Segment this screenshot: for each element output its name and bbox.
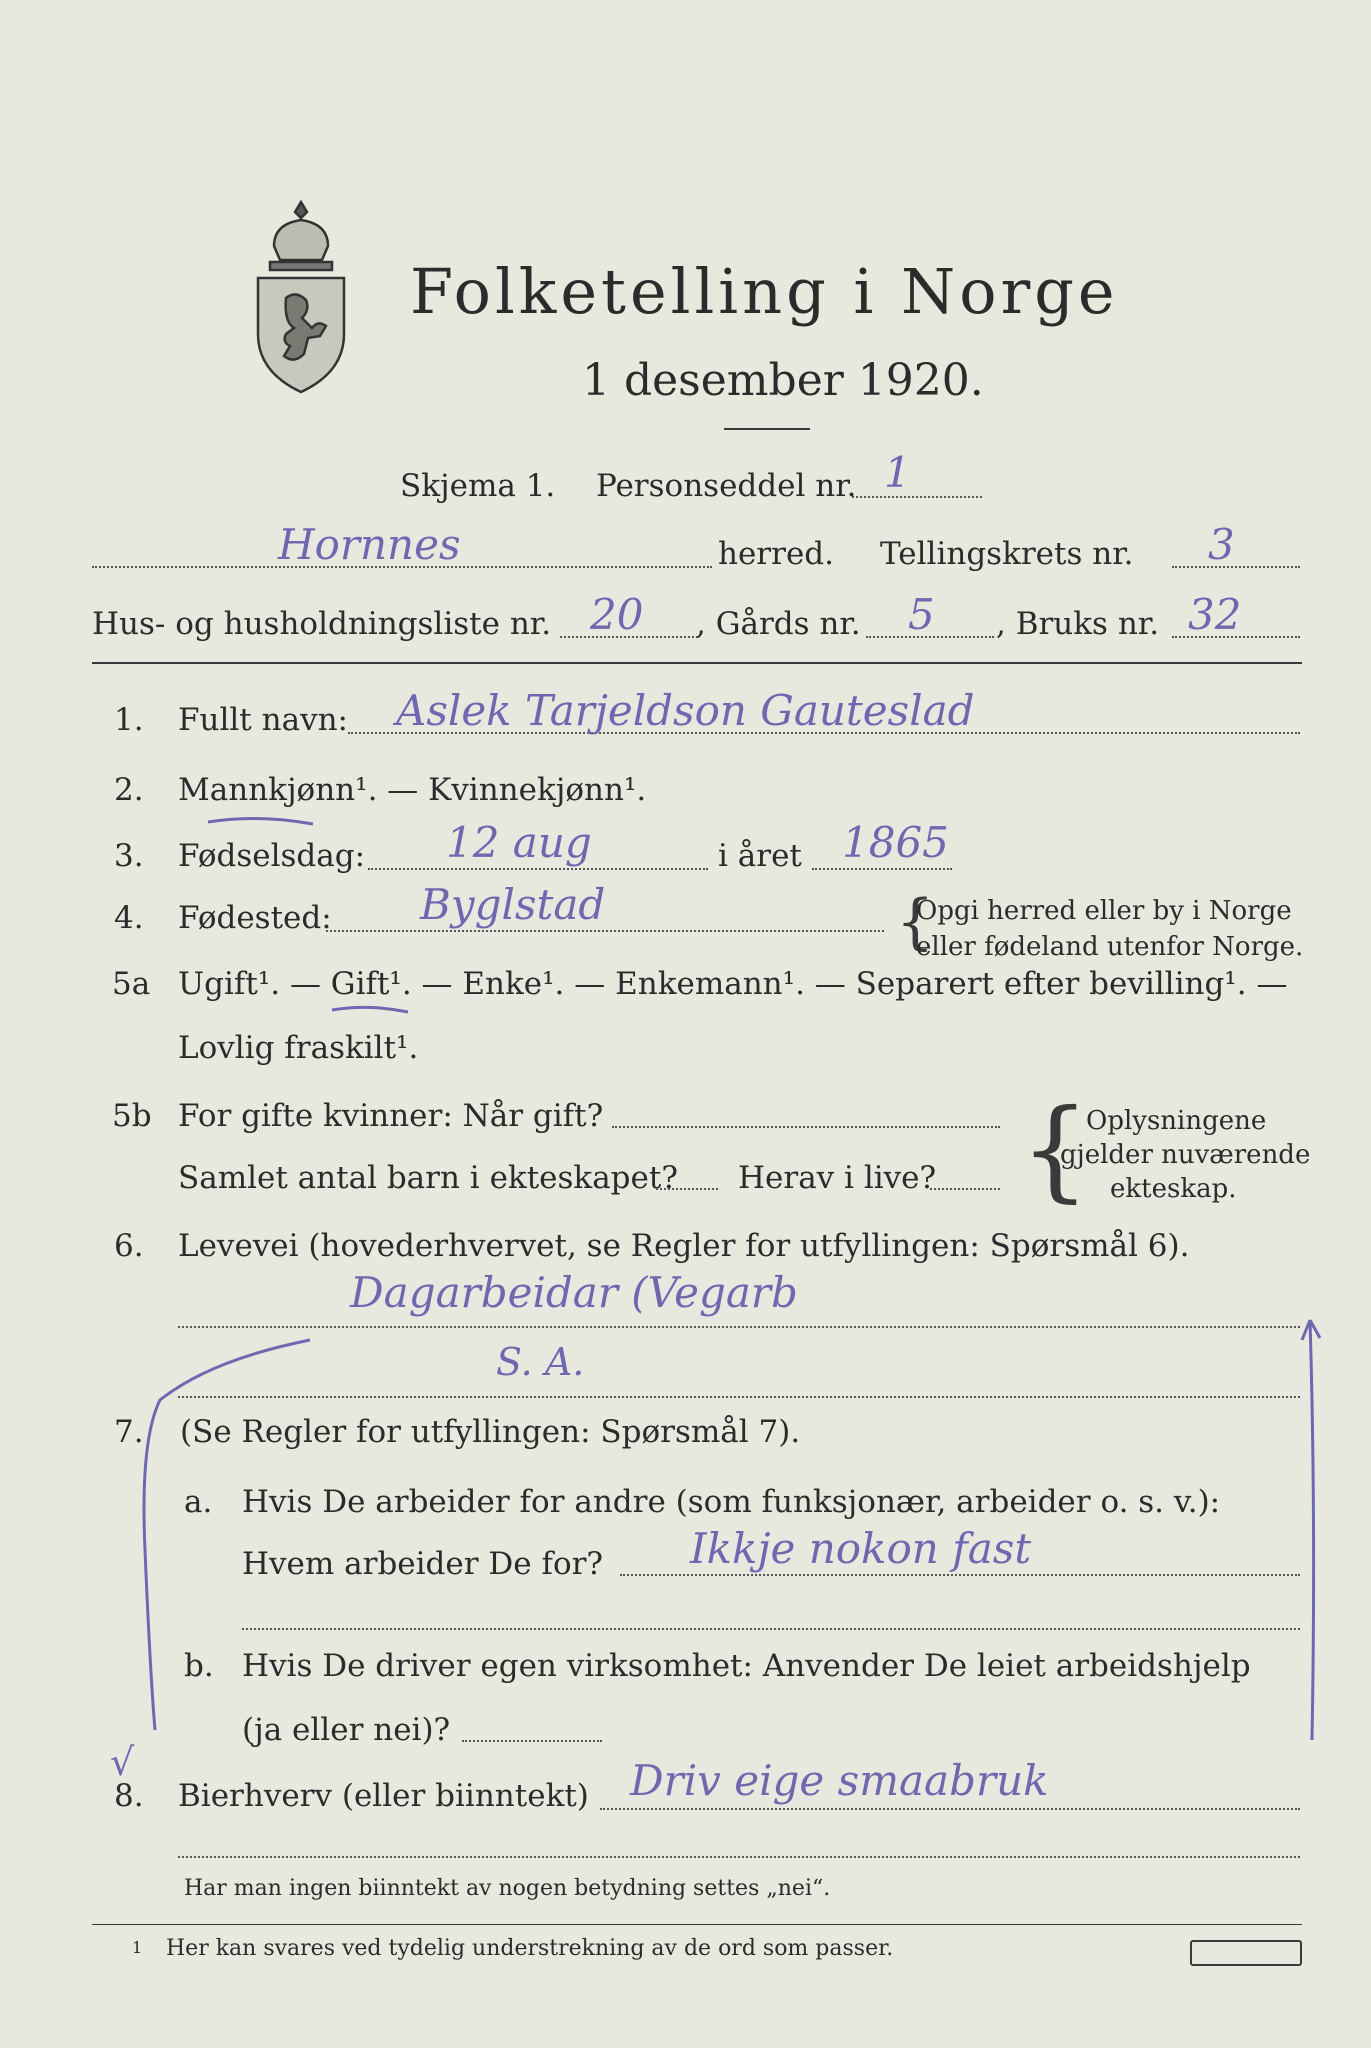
- herred-value: Hornnes: [278, 520, 461, 569]
- q7-bracket-mark: [110, 1310, 1340, 1750]
- coat-of-arms: [246, 198, 356, 396]
- tellingskrets-value: 3: [1208, 520, 1235, 569]
- q4-value: Byglstad: [420, 880, 606, 929]
- footer-note: Har man ingen biinntekt av nogen betydning settes „nei“.: [184, 1876, 831, 1901]
- q8-label: Bierhverv (eller biinntekt): [178, 1778, 589, 1814]
- q3-year-label: i året: [718, 838, 802, 874]
- q5b-label1: For gifte kvinner: Når gift?: [178, 1098, 604, 1134]
- q3-number: 3.: [114, 838, 144, 874]
- q7-label: (Se Regler for utfyllingen: Spørsmål 7).: [180, 1414, 801, 1450]
- q8-value: Driv eige smaabruk: [630, 1756, 1049, 1805]
- hus-value: 20: [590, 590, 644, 639]
- printer-stamp: [1190, 1940, 1302, 1966]
- hus-label: Hus- og husholdningsliste nr.: [92, 606, 552, 642]
- q7a-line2: Hvem arbeider De for?: [242, 1546, 604, 1582]
- q5b-note3: ekteskap.: [1110, 1174, 1237, 1204]
- q5b-label3: Herav i live?: [738, 1160, 937, 1196]
- q6-value: Dagarbeidar (Vegarb: [350, 1268, 798, 1317]
- bruks-value: 32: [1188, 590, 1242, 639]
- q2-underline-mark: [206, 812, 316, 832]
- q2-number: 2.: [114, 772, 144, 808]
- q5a-number: 5a: [112, 966, 151, 1002]
- skjema-label: Skjema 1.: [400, 468, 556, 504]
- form-date: 1 desember 1920.: [582, 355, 984, 406]
- q7a-line1: Hvis De arbeider for andre (som funksjonær, arbeider o. s. v.):: [242, 1484, 1221, 1520]
- gards-label: , Gårds nr.: [696, 606, 861, 642]
- q7b-line2: (ja eller nei)?: [242, 1712, 451, 1748]
- q4-label: Fødested:: [178, 900, 332, 936]
- q1-label: Fullt navn:: [178, 702, 348, 738]
- q4-note-line1: Opgi herred eller by i Norge: [916, 896, 1292, 926]
- bruks-label: , Bruks nr.: [996, 606, 1160, 642]
- q7b-line1: Hvis De driver egen virksomhet: Anvender De leiet arbeidshjelp: [242, 1648, 1251, 1684]
- q7a-value: Ikkje nokon fast: [690, 1524, 1032, 1573]
- title-divider: [724, 428, 810, 430]
- personseddel-label: Personseddel nr.: [596, 468, 857, 504]
- footnote-mark: 1: [132, 1938, 143, 1957]
- q4-number: 4.: [114, 900, 144, 936]
- q5a-line2: Lovlig fraskilt¹.: [178, 1030, 419, 1066]
- q7b-letter: b.: [184, 1648, 214, 1684]
- q5a-underline-mark: [330, 1002, 410, 1018]
- q5b-note2: gjelder nuværende: [1060, 1140, 1311, 1170]
- footnote-text: Her kan svares ved tydelig understrekning av de ord som passer.: [166, 1936, 894, 1961]
- tellingskrets-label: Tellingskrets nr.: [880, 536, 1134, 572]
- form-title: Folketelling i Norge: [410, 255, 1119, 328]
- q2-label: Mannkjønn¹. — Kvinnekjønn¹.: [178, 772, 647, 808]
- q7a-letter: a.: [184, 1484, 213, 1520]
- q6-number: 6.: [114, 1228, 144, 1264]
- q5b-label2: Samlet antal barn i ekteskapet?: [178, 1160, 678, 1196]
- q8-margin-mark: √: [110, 1740, 135, 1784]
- q5b-note1: Oplysningene: [1086, 1106, 1267, 1136]
- q5a-line1: Ugift¹. — Gift¹. — Enke¹. — Enkemann¹. — Separert efter bevilling¹. —: [178, 966, 1288, 1002]
- q3-label: Fødselsdag:: [178, 838, 366, 874]
- q8-number: 8.: [114, 1778, 144, 1814]
- q1-value: Aslek Tarjeldson Gauteslad: [396, 686, 975, 735]
- q6-value2: S. A.: [496, 1340, 585, 1384]
- q3-year-value: 1865: [842, 818, 949, 867]
- q6-label: Levevei (hovederhvervet, se Regler for utfyllingen: Spørsmål 6).: [178, 1228, 1190, 1264]
- q1-number: 1.: [114, 702, 144, 738]
- q5b-number: 5b: [112, 1098, 152, 1134]
- q3-value: 12 aug: [446, 818, 592, 867]
- gards-value: 5: [908, 590, 935, 639]
- herred-label: herred.: [718, 536, 834, 572]
- q7-number: 7.: [114, 1414, 144, 1450]
- q4-note-line2: eller fødeland utenfor Norge.: [916, 932, 1304, 962]
- personseddel-value: 1: [884, 448, 911, 497]
- header-divider: [92, 662, 1302, 664]
- footnote-divider: [92, 1924, 1302, 1925]
